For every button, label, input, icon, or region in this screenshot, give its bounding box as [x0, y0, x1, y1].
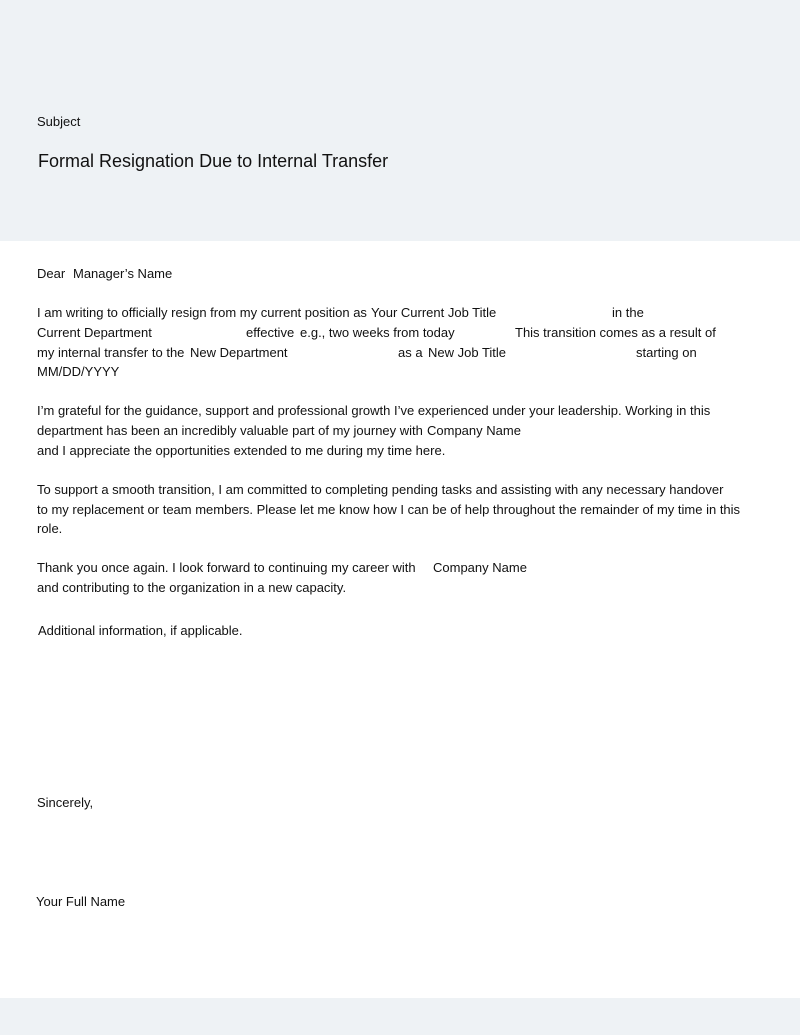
paragraph1-text: as a [398, 345, 423, 360]
paragraph2-line: department has been an incredibly valuable part of my journey with [37, 423, 423, 438]
paragraph2-line: and I appreciate the opportunities extended to me during my time here. [37, 443, 446, 458]
new-job-title-field: New Job Title [428, 345, 507, 360]
paragraph1-text: starting on [636, 345, 697, 360]
salutation-dear: Dear [37, 266, 66, 281]
paragraph4-line: and contributing to the organization in a new capacity. [37, 580, 347, 595]
paragraph1-text: I am writing to officially resign from my current position as [37, 305, 367, 320]
current-department-field: Current Department [37, 325, 152, 340]
footer-band [0, 998, 800, 1035]
start-date-field: MM/DD/YYYY [37, 364, 120, 379]
effective-date-field: e.g., two weeks from today [300, 325, 455, 340]
paragraph1-text: in the [612, 305, 644, 320]
subject-title: Formal Resignation Due to Internal Transfer [38, 151, 389, 171]
additional-info-field: Additional information, if applicable. [38, 623, 243, 638]
current-job-title-field: Your Current Job Title [371, 305, 497, 320]
paragraph1-text: my internal transfer to the [37, 345, 185, 360]
header-band [0, 0, 800, 241]
paragraph1-text: effective [246, 325, 295, 340]
paragraph1-text: This transition comes as a result of [515, 325, 716, 340]
subject-label: Subject [37, 114, 81, 129]
signature-name-field: Your Full Name [36, 894, 126, 909]
new-department-field: New Department [190, 345, 288, 360]
closing: Sincerely, [37, 795, 94, 810]
paragraph3-line: to my replacement or team members. Please let me know how I can be of help throughout the remainder of my time in this [37, 502, 741, 517]
paragraph2-line: I’m grateful for the guidance, support and professional growth I’ve experienced under your leadership. Working in this [37, 403, 711, 418]
company-name-field: Company Name [433, 560, 527, 575]
paragraph4-line: Thank you once again. I look forward to continuing my career with [37, 560, 416, 575]
paragraph3-line: role. [37, 521, 63, 536]
paragraph3-line: To support a smooth transition, I am committed to completing pending tasks and assisting with any necessary handover [37, 482, 724, 497]
company-name-field: Company Name [427, 423, 521, 438]
manager-name-field: Manager’s Name [73, 266, 173, 281]
